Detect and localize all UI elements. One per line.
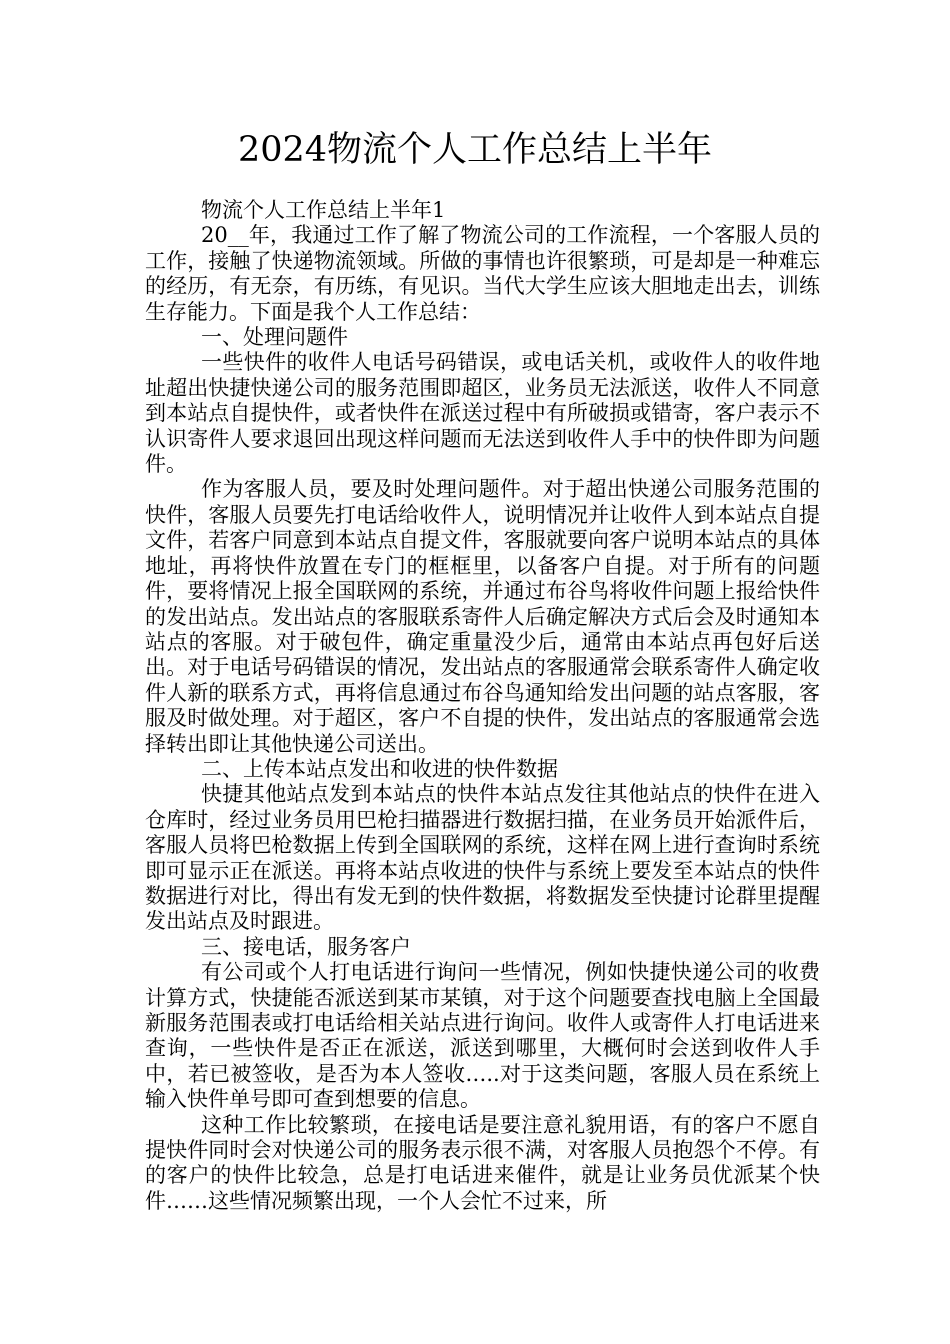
section-heading-2: 二、上传本站点发出和收进的快件数据 <box>201 756 558 781</box>
paragraph: 这种工作比较繁琐，在接电话是要注意礼貌用语，有的客户不愿自提快件同时会对快递公司的服务表示很不满，对客服人员抱怨个不停。有的客户的快件比较急，总是打电话进来催件，就是让业务员优派某个快件……这些情况频繁出现，一个人会忙不过来，所 <box>145 1112 820 1213</box>
paragraph: 快捷其他站点发到本站点的快件本站点发往其他站点的快件在进入仓库时，经过业务员用巴枪扫描器进行数据扫描，在业务员开始派件后，客服人员将巴枪数据上传到全国联网的系统，这样在网上进行查询时系统即可显示正在派送。再将本站点收进的快件与系统上要发至本站点的快件数据进行对比，得出有发无到的快件数据，将数据发至快捷讨论群里提醒发出站点及时跟进。 <box>145 782 820 934</box>
paragraph-intro: 20__年，我通过工作了解了物流公司的工作流程，一个客服人员的工作，接触了快递物流领域。所做的事情也许很繁琐，可是却是一种难忘的经历，有无奈，有历练，有见识。当代大学生应该大胆地走出去，训练生存能力。下面是我个人工作总结： <box>145 223 820 324</box>
section-heading-1: 一、处理问题件 <box>201 325 348 350</box>
paragraph: 有公司或个人打电话进行询问一些情况，例如快捷快递公司的收费计算方式，快捷能否派送到某市某镇，对于这个问题要查找电脑上全国最新服务范围表或打电话给相关站点进行询问。收件人或寄件人打电话进来查询，一些快件是否正在派送，派送到哪里，大概何时会送到收件人手中，若已被签收，是否为本人签收…..对于这类问题，客服人员在系统上输入快件单号即可查到想要的信息。 <box>145 960 820 1112</box>
document-body <box>145 198 820 1214</box>
paragraph-subtitle: 物流个人工作总结上半年1 <box>201 198 446 222</box>
document-title: 2024物流个人工作总结上半年 <box>237 130 713 170</box>
paragraph: 一些快件的收件人电话号码错误，或电话关机，或收件人的收件地址超出快捷快递公司的服务范围即超区，业务员无法派送，收件人不同意到本站点自提快件，或者快件在派送过程中有所破损或错寄，客户表示不认识寄件人要求退回出现这样问题而无法送到收件人手中的快件即为问题件。 <box>145 350 820 477</box>
section-heading-3: 三、接电话，服务客户 <box>201 934 411 959</box>
paragraph: 作为客服人员，要及时处理问题件。对于超出快递公司服务范围的快件，客服人员要先打电话给收件人，说明情况并让收件人到本站点自提文件，若客户同意到本站点自提文件，客服就要向客户说明本站点的具体地址，再将快件放置在专门的框框里，以备客户自提。对于所有的问题件，要将情况上报全国联网的系统，并通过布谷鸟将收件问题上报给快件的发出站点。发出站点的客服联系寄件人后确定解决方式后会及时通知本站点的客服。对于破包件，确定重量没少后，通常由本站点再包好后送出。对于电话号码错误的情况，发出站点的客服通常会联系寄件人确定收件人新的联系方式，再将信息通过布谷鸟通知给发出问题的站点客服，客服及时做处理。对于超区，客户不自提的快件，发出站点的客服通常会选择转出即让其他快递公司送出。 <box>145 477 820 756</box>
